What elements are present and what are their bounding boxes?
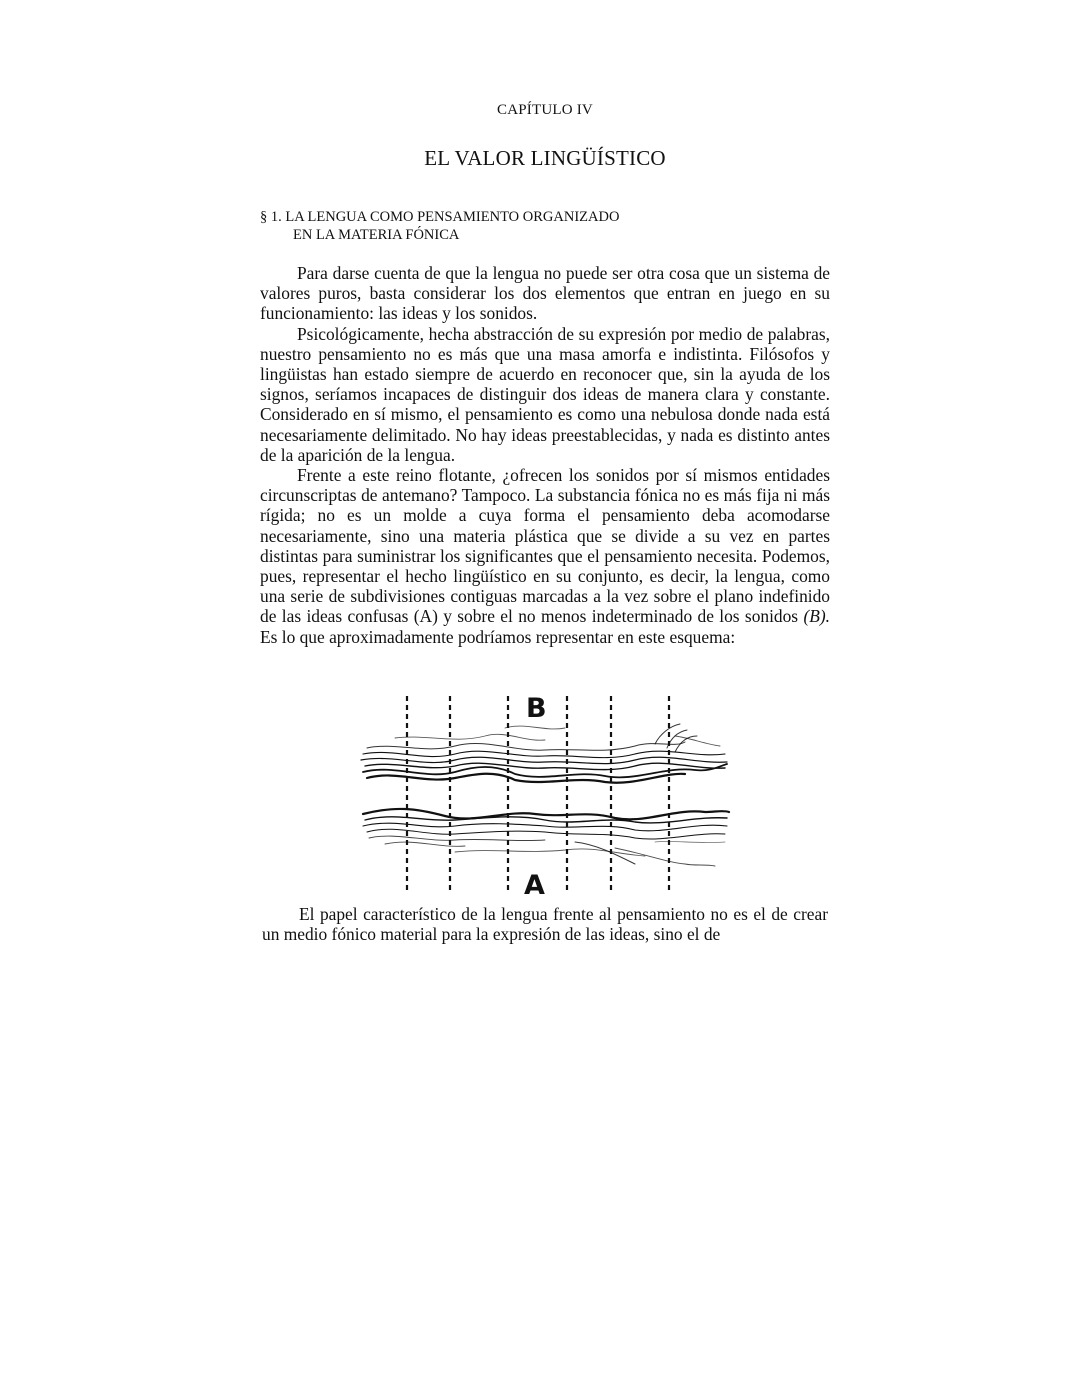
chapter-label: CAPÍTULO IV <box>497 102 593 118</box>
section-heading-line-2: EN LA MATERIA FÓNICA <box>293 227 460 243</box>
paragraph-1: Para darse cuenta de que la lengua no puede ser otra cosa que un sistema de valores puros, basta considerar los dos elementos que entran en juego en su funcionamiento: las ideas y los sonidos. <box>260 263 830 324</box>
figure-label-a: A <box>524 870 545 901</box>
paragraph-3 <box>260 465 830 647</box>
figure-label-b: B <box>526 693 547 724</box>
thought-sound-diagram <box>355 692 735 901</box>
paragraph-4: El papel característico de la lengua frente al pensamiento no es el de crear un medio fónico material para la expresión de las ideas, sino el de <box>262 904 828 945</box>
paragraph-2: Psicológicamente, hecha abstracción de su expresión por medio de palabras, nuestro pensamiento no es más que una masa amorfa e indistinta. Filósofos y lingüistas han estado siempre de acuerdo en reconocer que, sin la ayuda de los signos, seríamos incapaces de distinguir dos ideas de manera clara y constante. Considerado en sí mismo, el pensamiento es como una nebulosa donde nada está necesariamente delimitado. No hay ideas preestablecidas, y nada es distinto antes de la aparición de la lengua. <box>260 323 830 465</box>
body-text-main <box>260 263 830 647</box>
section-heading-line-1: § 1. LA LENGUA COMO PENSAMIENTO ORGANIZADO <box>260 209 620 225</box>
paragraph-3-text-b: Es lo que aproximadamente podríamos representar en este esquema: <box>260 626 736 647</box>
chapter-title: EL VALOR LINGÜÍSTICO <box>424 146 666 170</box>
body-text-continuation <box>262 904 828 944</box>
section-heading <box>260 208 619 244</box>
paragraph-3-emphasis: (B). <box>803 606 830 627</box>
paragraph-3-text-a: Frente a este reino flotante, ¿ofrecen los sonidos por sí mismos entidades circunscriptas de antemano? Tampoco. La substancia fónica no es más fija ni más rígida; no es un molde a cuya forma el pensamiento deba acomodarse necesariamente, sino una materia plástica que se divide a su vez en partes distintas para suministrar los significantes que el pensamiento necesita. Podemos, pues, representar el hecho lingüístico en su conjunto, es decir, la lengua, como una serie de subdivisiones contiguas marcadas a la vez sobre el plano indefinido de las ideas confusas (A) y sobre el no menos indeterminado de los sonidos <box>260 465 830 627</box>
